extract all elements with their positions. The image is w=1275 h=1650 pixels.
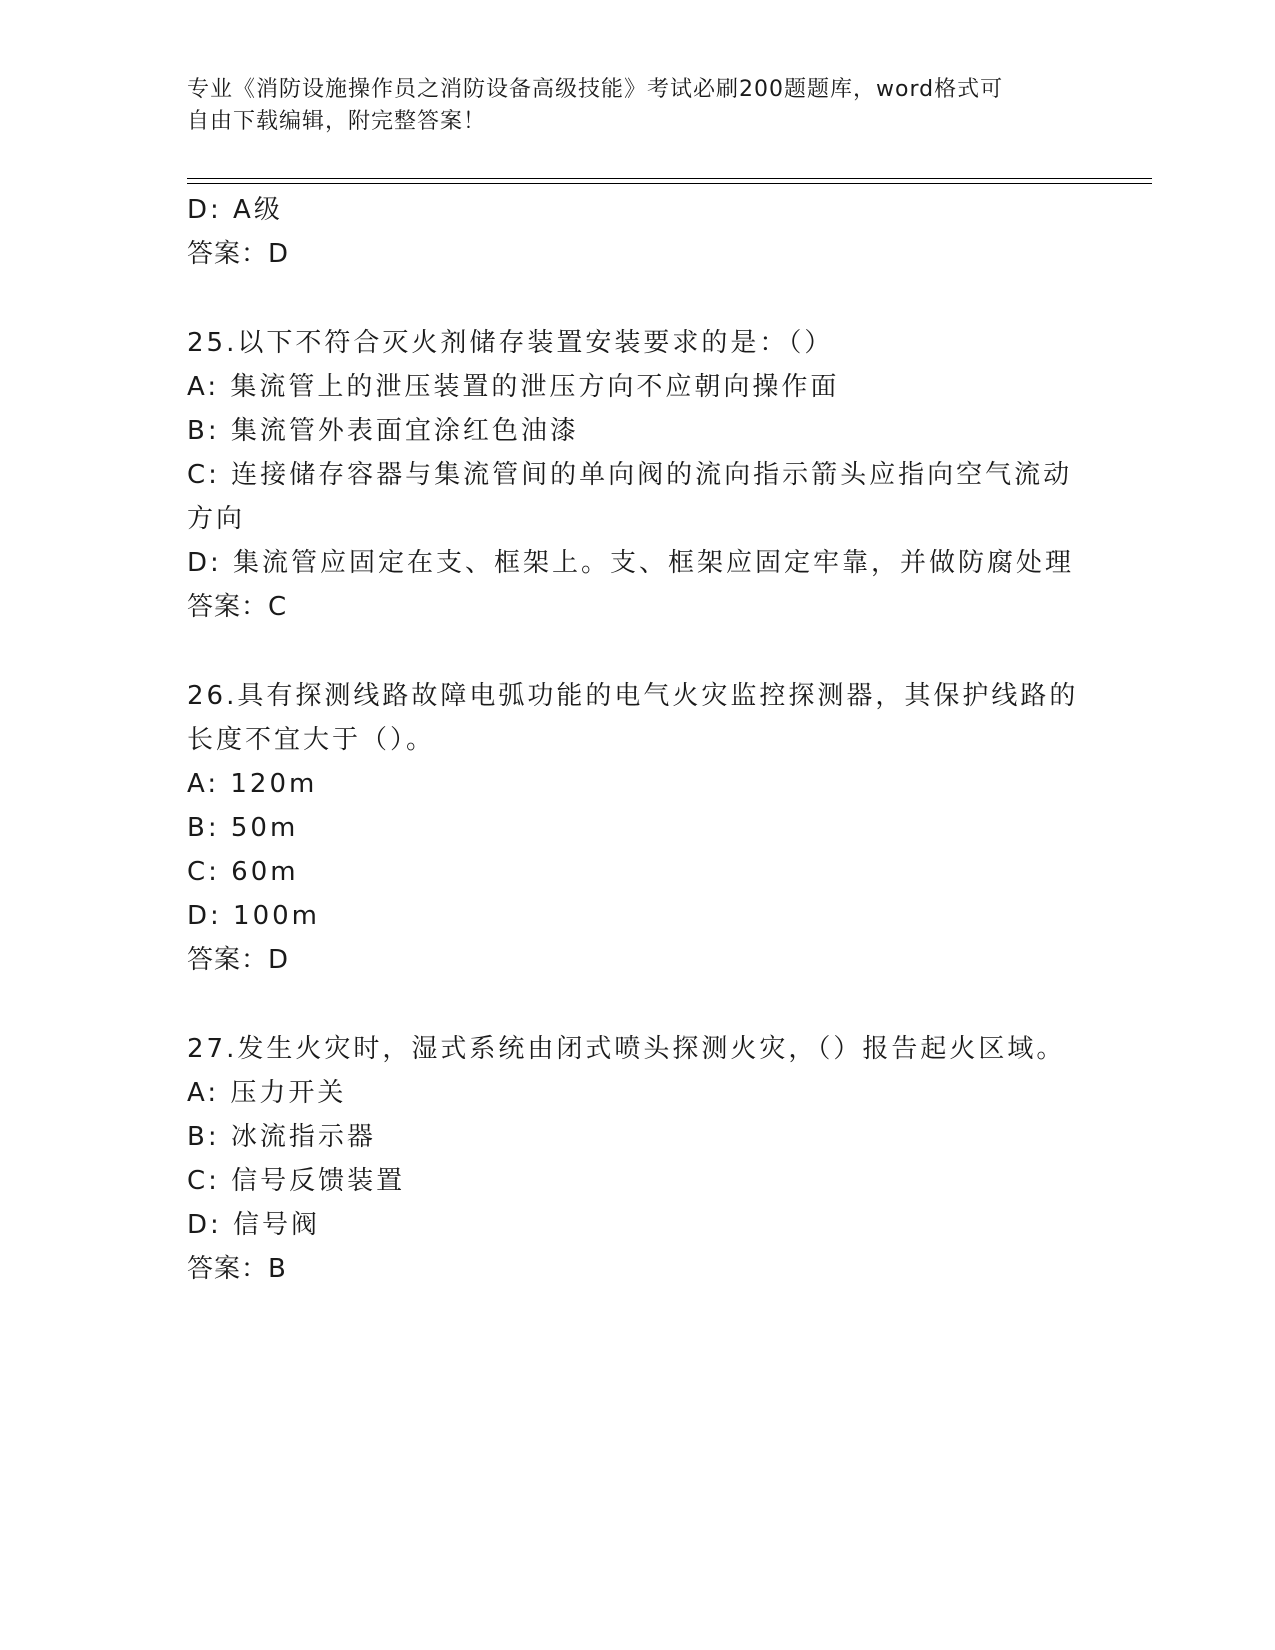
q25-option-c: C: 连接储存容器与集流管间的单向阀的流向指示箭头应指向空气流动 (187, 460, 1073, 490)
header-divider-bottom (187, 183, 1152, 184)
q26-answer: 答案：D (187, 945, 290, 975)
document-header (187, 74, 1067, 138)
q27-stem: 27.发生火灾时，湿式系统由闭式喷头探测火灾，（）报告起火区域。 (187, 1034, 1066, 1064)
q25-option-d: D: 集流管应固定在支、框架上。支、框架应固定牢靠，并做防腐处理 (187, 548, 1075, 578)
q25-stem: 25.以下不符合灭火剂储存装置安装要求的是：（） (187, 328, 834, 358)
q26-option-c: C: 60m (187, 857, 299, 887)
q27-option-d: D: 信号阀 (187, 1210, 321, 1240)
header-line-2: 自由下载编辑，附完整答案！ (187, 109, 487, 134)
q25-option-b: B: 集流管外表面宜涂红色油漆 (187, 416, 579, 446)
q26-option-d: D: 100m (187, 901, 320, 931)
q25-option-a: A: 集流管上的泄压装置的泄压方向不应朝向操作面 (187, 372, 840, 402)
q26-option-b: B: 50m (187, 813, 299, 843)
q26-option-a: A: 120m (187, 769, 318, 799)
q25-option-c-cont: 方向 (187, 504, 246, 534)
q27-option-a: A: 压力开关 (187, 1078, 347, 1108)
prev-option-d: D: A级 (187, 195, 283, 225)
q26-stem: 26.具有探测线路故障电弧功能的电气火灾监控探测器，其保护线路的 (187, 681, 1079, 711)
q26-stem-cont: 长度不宜大于（）。 (187, 725, 436, 755)
header-line-1: 专业《消防设施操作员之消防设备高级技能》考试必刷200题题库，word格式可 (187, 77, 1004, 102)
q27-option-c: C: 信号反馈装置 (187, 1166, 406, 1196)
q25-answer: 答案：C (187, 592, 288, 622)
q27-option-b: B: 冰流指示器 (187, 1122, 376, 1152)
header-divider-top (187, 178, 1152, 179)
q27-answer: 答案：B (187, 1254, 287, 1284)
prev-answer: 答案：D (187, 239, 290, 269)
